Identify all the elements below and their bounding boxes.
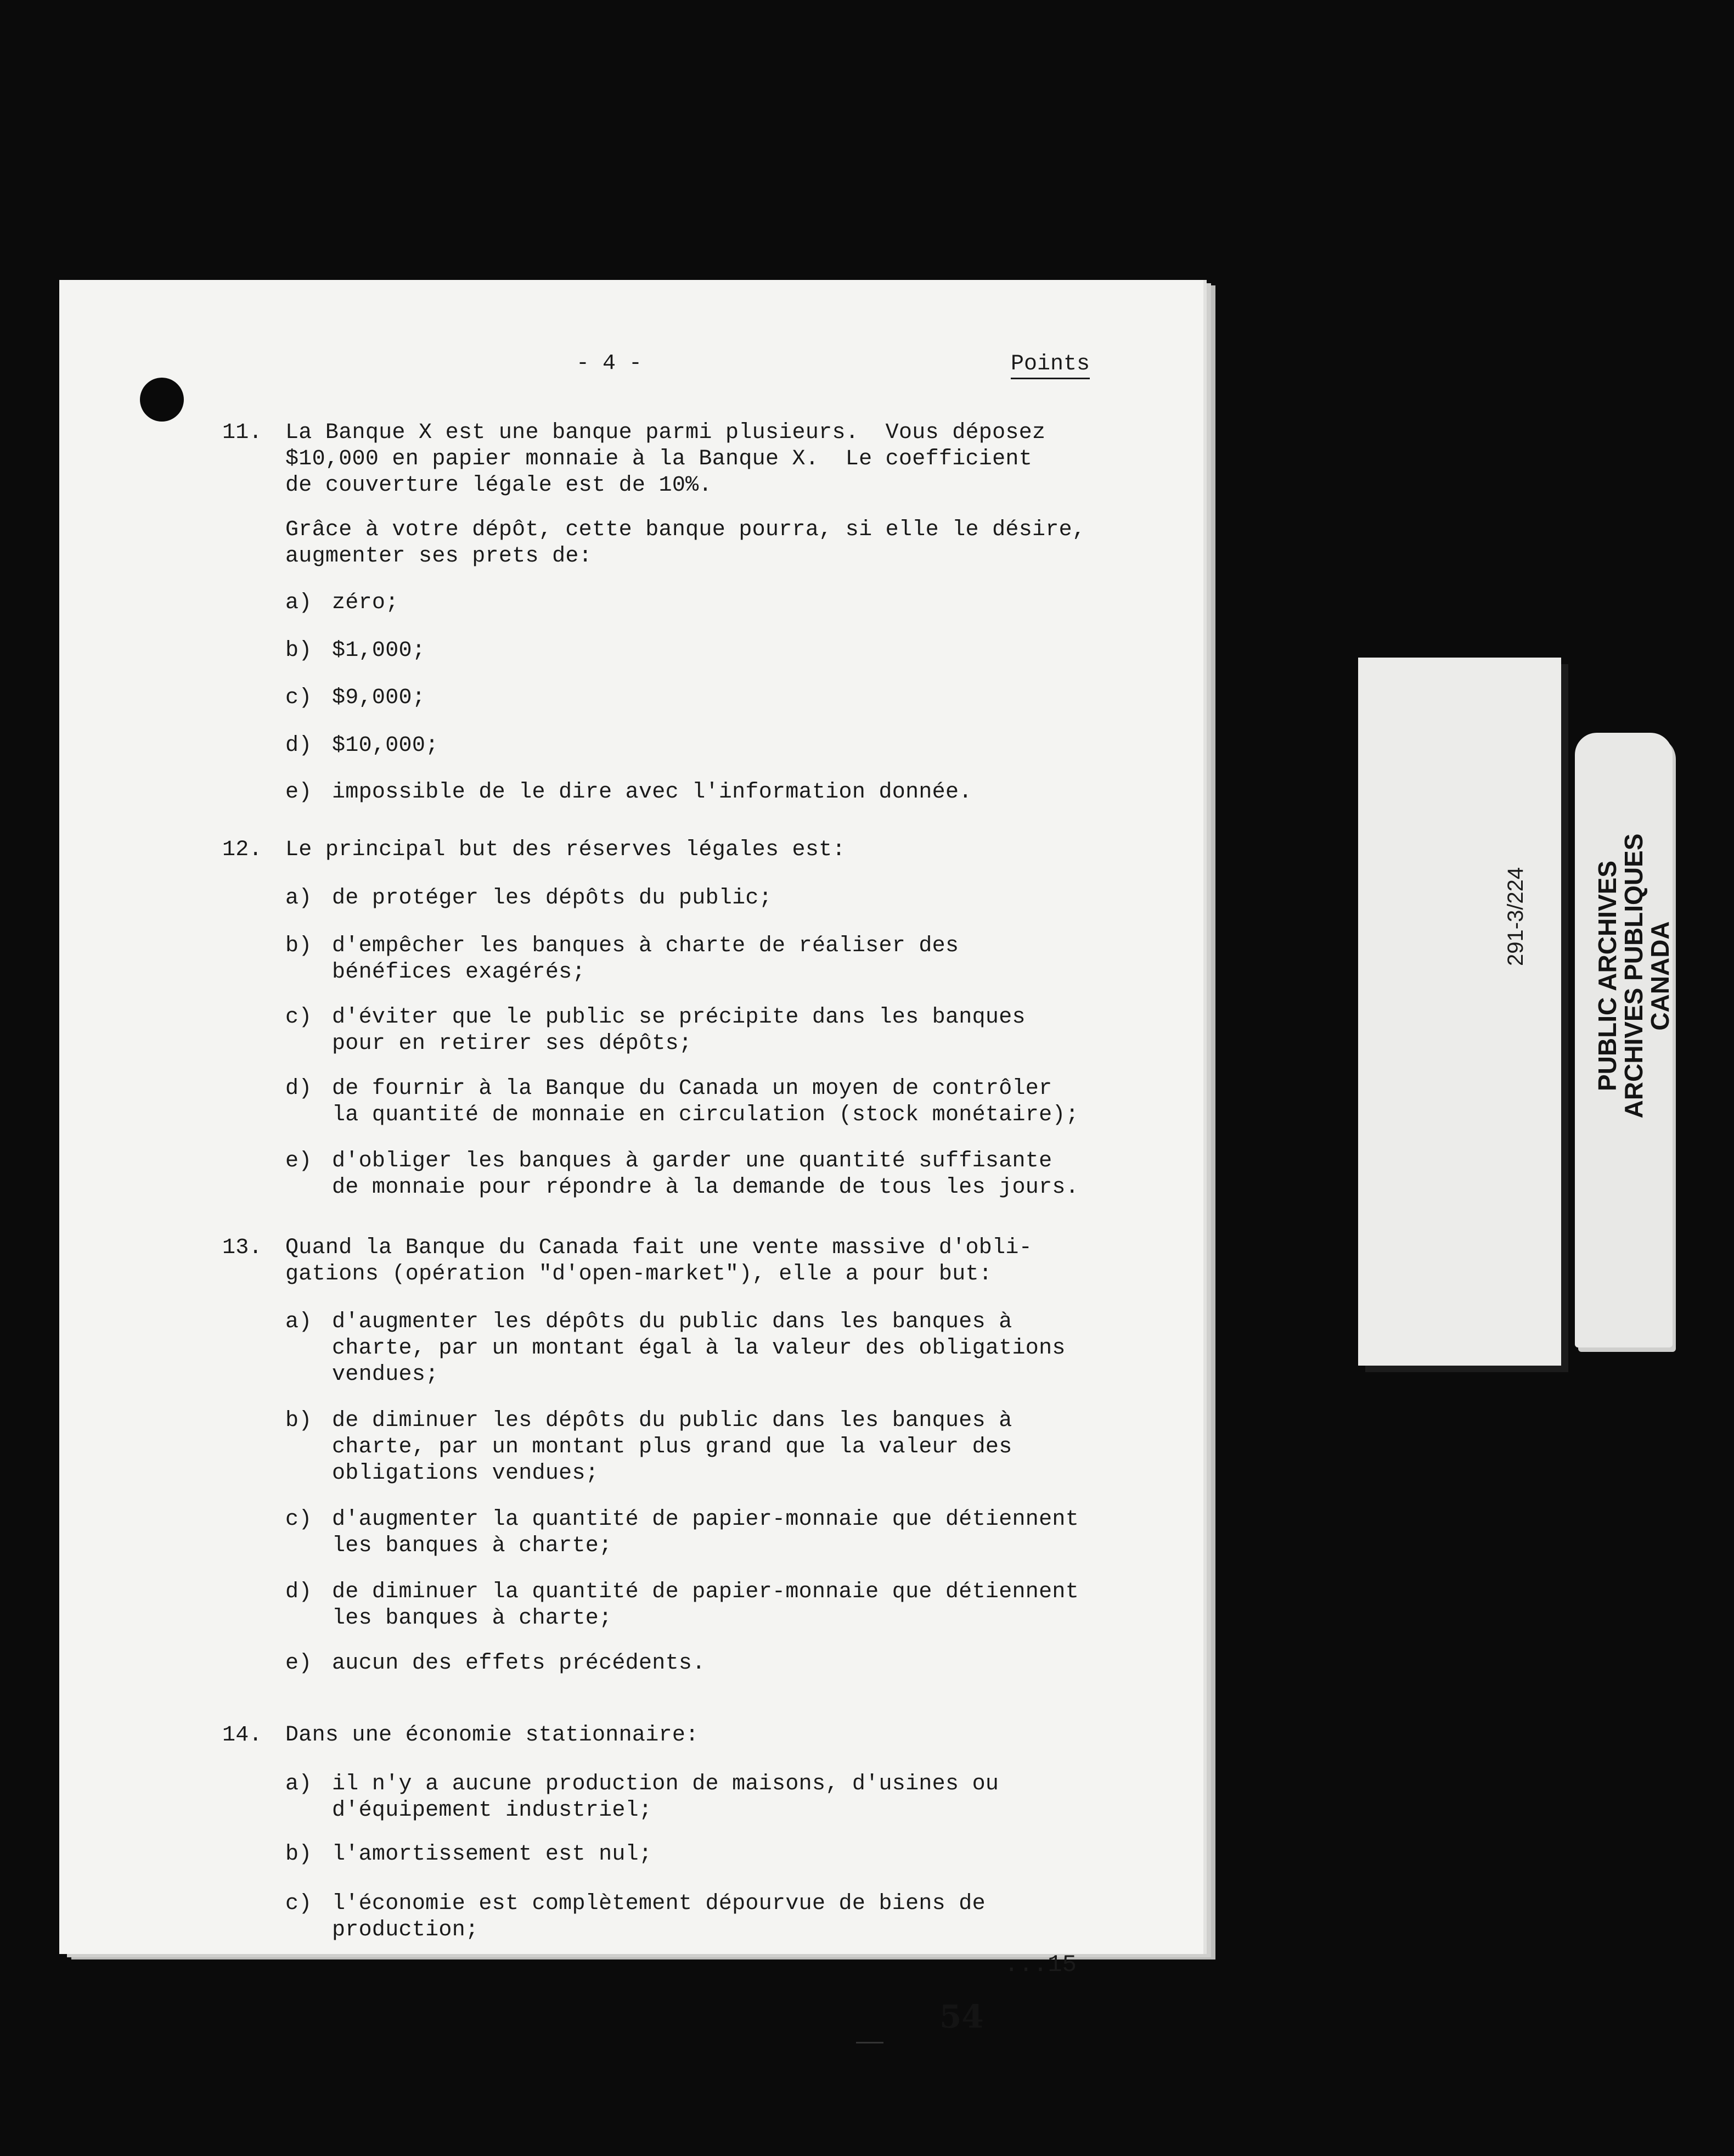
option-text: de diminuer la quantité de papier-monnaie que détiennent les banques à charte; bbox=[332, 1580, 1079, 1631]
option-text: $1,000; bbox=[332, 638, 426, 663]
option-label: b) bbox=[285, 1408, 312, 1433]
option-text: d'augmenter la quantité de papier-monnaie que détiennent les banques à charte; bbox=[332, 1507, 1079, 1558]
punch-hole bbox=[140, 378, 184, 422]
points-heading: Points bbox=[1011, 351, 1090, 379]
option-label: d) bbox=[285, 1580, 312, 1604]
option-label: c) bbox=[285, 1507, 312, 1532]
option-text: l'amortissement est nul; bbox=[332, 1842, 652, 1867]
option-text: zéro; bbox=[332, 591, 399, 615]
option-label: a) bbox=[285, 886, 312, 911]
option-label: e) bbox=[285, 1149, 312, 1174]
option-label: e) bbox=[285, 1651, 312, 1676]
reference-slip bbox=[1358, 658, 1561, 1366]
pencil-mark bbox=[856, 2042, 883, 2043]
archive-label-line: PUBLIC ARCHIVES bbox=[1593, 861, 1622, 1091]
option-text: $9,000; bbox=[332, 686, 426, 710]
option-text: $10,000; bbox=[332, 733, 439, 758]
option-text: d'empêcher les banques à charte de réaliser des bénéfices exagérés; bbox=[332, 934, 959, 985]
option-label: b) bbox=[285, 934, 312, 958]
option-label: d) bbox=[285, 733, 312, 758]
question-number: 11. bbox=[222, 420, 262, 445]
option-text: d'éviter que le public se précipite dans les banques pour en retirer ses dépôts; bbox=[332, 1005, 1026, 1056]
archive-label-line: CANADA bbox=[1646, 921, 1674, 1031]
archive-label-line: ARCHIVES PUBLIQUES bbox=[1619, 833, 1648, 1119]
option-label: a) bbox=[285, 591, 312, 615]
option-text: impossible de le dire avec l'information donnée. bbox=[332, 780, 972, 805]
option-label: a) bbox=[285, 1772, 312, 1796]
continuation-marker: ...15 bbox=[1004, 1951, 1077, 1979]
option-text: il n'y a aucune production de maisons, d'usines ou d'équipement industriel; bbox=[332, 1772, 999, 1823]
page-stamp: 54 bbox=[939, 1998, 984, 2035]
option-text: de fournir à la Banque du Canada un moyen de contrôler la quantité de monnaie en circulation (stock monétaire); bbox=[332, 1076, 1079, 1127]
page-number: - 4 - bbox=[576, 351, 643, 376]
archive-label-text bbox=[1594, 740, 1673, 1212]
option-text: l'économie est complètement dépourvue de biens de production; bbox=[332, 1891, 986, 1942]
question-number: 13. bbox=[222, 1236, 262, 1260]
archive-reference: 291-3/224 bbox=[1504, 867, 1528, 966]
question-stem-continued: Grâce à votre dépôt, cette banque pourra, si elle le désire, augmenter ses prets de: bbox=[285, 518, 1086, 569]
question-number: 12. bbox=[222, 838, 262, 862]
option-text: d'obliger les banques à garder une quantité suffisante de monnaie pour répondre à la demande de tous les jours. bbox=[332, 1149, 1079, 1200]
question-stem: Le principal but des réserves légales est: bbox=[285, 838, 846, 862]
option-label: e) bbox=[285, 780, 312, 805]
option-label: b) bbox=[285, 638, 312, 663]
question-stem: La Banque X est une banque parmi plusieurs. Vous déposez $10,000 en papier monnaie à la Banque X. Le coefficient de couverture légale est de 10%. bbox=[285, 420, 1046, 498]
question-stem: Dans une économie stationnaire: bbox=[285, 1723, 699, 1748]
option-label: d) bbox=[285, 1076, 312, 1101]
question-stem: Quand la Banque du Canada fait une vente massive d'obli- gations (opération "d'open-market"), elle a pour but: bbox=[285, 1236, 1033, 1287]
option-label: b) bbox=[285, 1842, 312, 1867]
option-label: c) bbox=[285, 1891, 312, 1916]
option-label: c) bbox=[285, 686, 312, 710]
question-number: 14. bbox=[222, 1723, 262, 1748]
option-text: de diminuer les dépôts du public dans les banques à charte, par un montant plus grand que la valeur des obligations vendues; bbox=[332, 1408, 1012, 1486]
option-label: a) bbox=[285, 1310, 312, 1334]
option-text: aucun des effets précédents. bbox=[332, 1651, 706, 1676]
option-text: d'augmenter les dépôts du public dans les banques à charte, par un montant égal à la valeur des obligations vendues; bbox=[332, 1310, 1066, 1387]
option-text: de protéger les dépôts du public; bbox=[332, 886, 773, 911]
option-label: c) bbox=[285, 1005, 312, 1030]
